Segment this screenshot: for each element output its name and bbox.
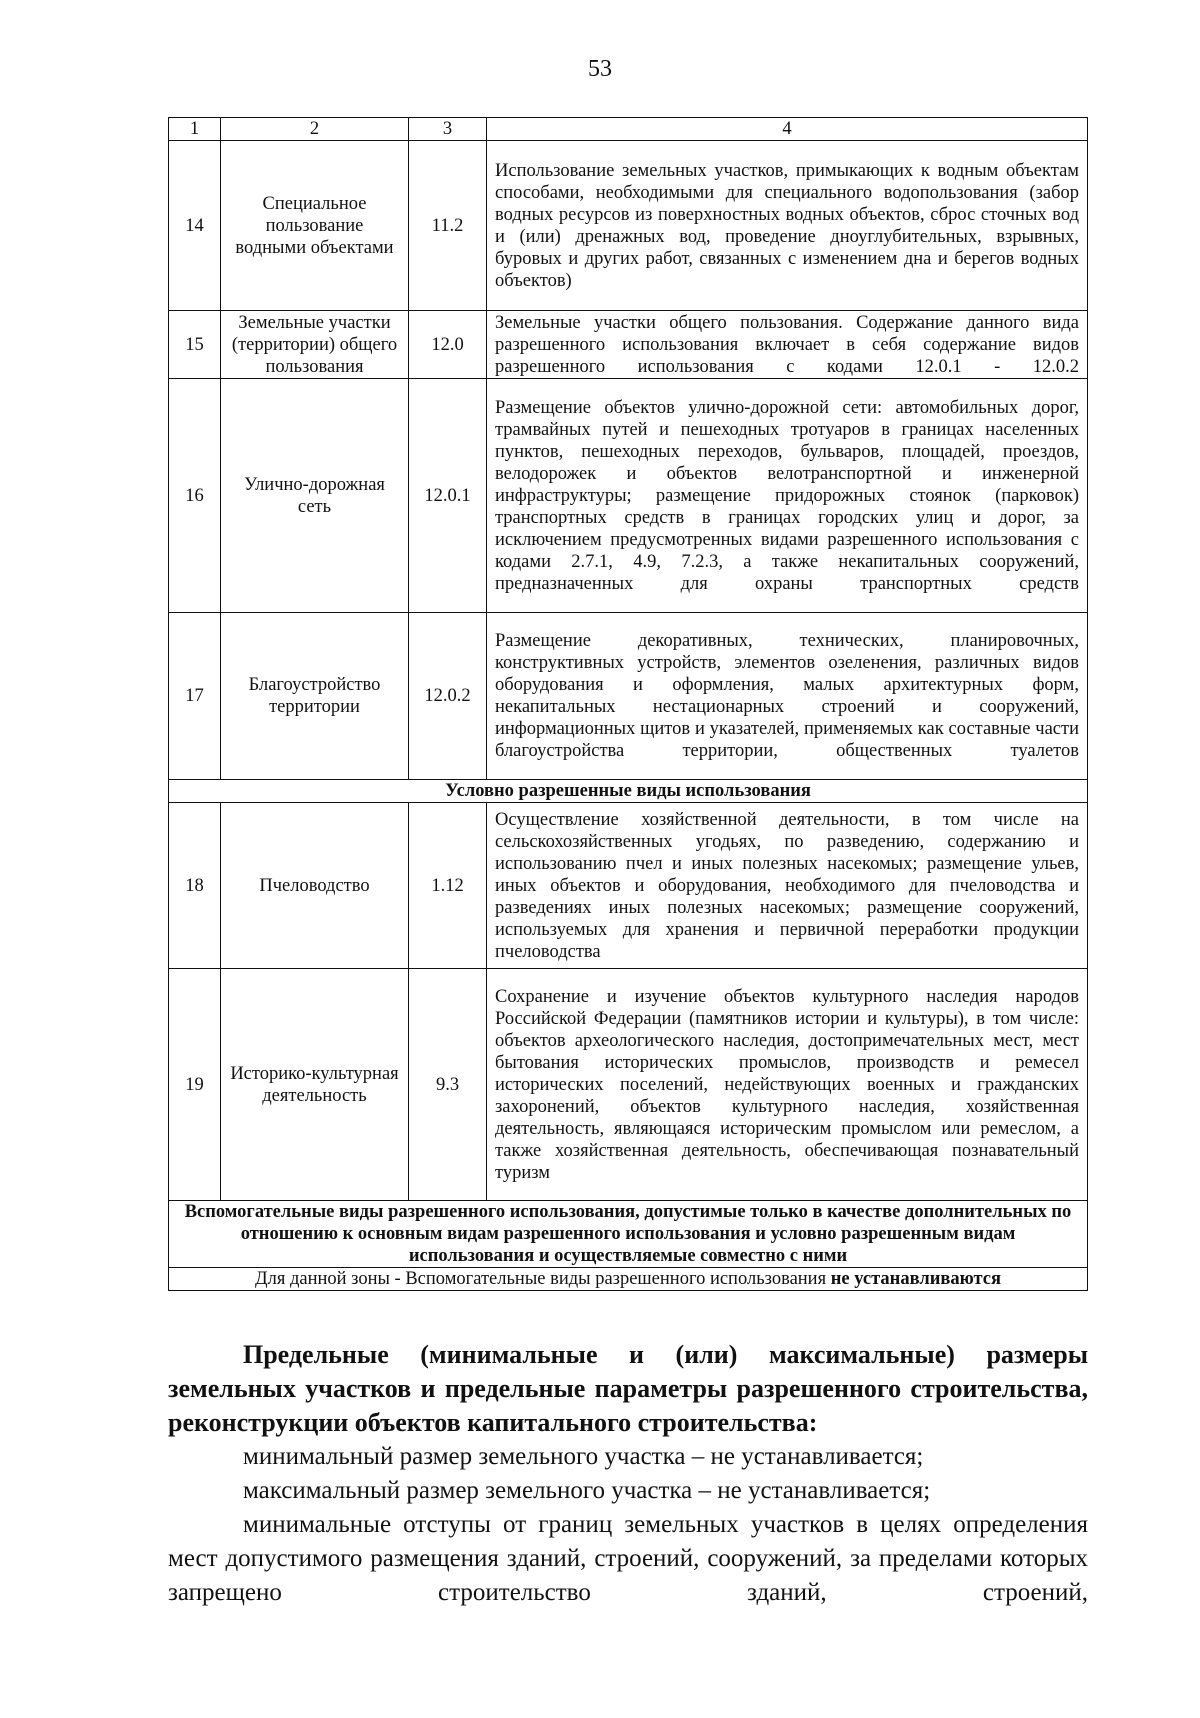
parameters-heading: Предельные (минимальные и (или) максимальные) размеры земельных участков и предельные параметры разрешенного строительства, реконструкции объектов капитального строительства:	[168, 1340, 1088, 1437]
use-code: 12.0.1	[409, 379, 487, 613]
use-name: Улично-дорожная сеть	[221, 379, 409, 613]
header-cell: 1	[169, 118, 221, 141]
paragraph: минимальные отступы от границ земельных участков в целях определения мест допустимого размещения зданий, строений, сооружений, за пределами которых запрещено строительство зданий, строений,	[168, 1511, 1088, 1606]
use-code: 11.2	[409, 141, 487, 311]
section-row	[169, 1201, 1088, 1268]
use-code: 1.12	[409, 803, 487, 969]
use-description: Осуществление хозяйственной деятельности, в том числе на сельскохозяйственных угодьях, по разведению, содержанию и использованию пчел и иных полезных насекомых; размещение ульев, иных объектов и оборудования, необходимого для пчеловодства и разведениях иных полезных насекомых; размещение сооружений, используемых для хранения и первичной переработки продукции пчеловодства	[487, 803, 1088, 969]
use-code: 12.0.2	[409, 613, 487, 780]
row-number: 17	[169, 613, 221, 780]
auxiliary-note	[169, 1268, 1088, 1291]
table-row	[169, 969, 1088, 1201]
auxiliary-section-title: Вспомогательные виды разрешенного использования, допустимые только в качестве дополнительных по отношению к основным видам разрешенного использования и условно разрешенным видам использования и осуществляемые совместно с ними	[169, 1201, 1088, 1268]
use-code: 12.0	[409, 311, 487, 379]
row-number: 19	[169, 969, 221, 1201]
table-header-row	[169, 118, 1088, 141]
row-number: 16	[169, 379, 221, 613]
use-name: Специальное пользование водными объектами	[221, 141, 409, 311]
use-description: Сохранение и изучение объектов культурного наследия народов Российской Федерации (памятников истории и культуры), в том числе: объектов археологического наследия, достопримечательных мест, мест бытования исторических промыслов, производств и ремесел исторических поселений, недействующих военных и гражданских захоронений, объектов культурного наследия, хозяйственная деятельность, являющаяся историческим промыслом или ремеслом, а также хозяйственная деятельность, обеспечивающая познавательный туризм	[487, 969, 1088, 1201]
parameters-text	[168, 1338, 1088, 1610]
use-name: Пчеловодство	[221, 803, 409, 969]
use-code: 9.3	[409, 969, 487, 1201]
use-name: Земельные участки (территории) общего пользования	[221, 311, 409, 379]
use-description: Размещение декоративных, технических, планировочных, конструктивных устройств, элементов озеленения, различных видов оборудования и оформления, малых архитектурных форм, некапитальных нестационарных строений и сооружений, информационных щитов и указателей, применяемых как составные части благоустройства территории, общественных туалетов	[487, 613, 1088, 780]
header-cell: 3	[409, 118, 487, 141]
auxiliary-note-bold: не устанавливаются	[830, 1269, 1002, 1289]
auxiliary-note-text: Для данной зоны - Вспомогательные виды разрешенного использования	[254, 1269, 831, 1289]
conditional-section-title: Условно разрешенные виды использования	[169, 780, 1088, 803]
header-cell: 4	[487, 118, 1088, 141]
table-row	[169, 379, 1088, 613]
header-cell: 2	[221, 118, 409, 141]
use-description: Использование земельных участков, примыкающих к водным объектам способами, необходимыми для специального водопользования (забор водных ресурсов из поверхностных водных объектов, сброс сточных вод и (или) дренажных вод, проведение дноуглубительных, взрывных, буровых и других работ, связанных с изменением дна и берегов водных объектов)	[487, 141, 1088, 311]
use-name: Историко-культурная деятельность	[221, 969, 409, 1201]
table-row	[169, 311, 1088, 379]
section-row	[169, 780, 1088, 803]
paragraph: максимальный размер земельного участка – не устанавливается;	[243, 1477, 931, 1504]
page-number: 53	[588, 56, 612, 82]
use-name: Благоустройство территории	[221, 613, 409, 780]
row-number: 18	[169, 803, 221, 969]
use-description: Земельные участки общего пользования. Содержание данного вида разрешенного использования включает в себя содержание видов разрешенного использования с кодами 12.0.1 - 12.0.2	[487, 311, 1088, 379]
table-row	[169, 141, 1088, 311]
auxiliary-note-row	[169, 1268, 1088, 1291]
row-number: 14	[169, 141, 221, 311]
use-description: Размещение объектов улично-дорожной сети: автомобильных дорог, трамвайных путей и пешеходных тротуаров в границах населенных пунктов, пешеходных переходов, бульваров, площадей, проездов, велодорожек и объектов велотранспортной и инженерной инфраструктуры; размещение придорожных стоянок (парковок) транспортных средств в границах городских улиц и дорог, за исключением предусмотренных видами разрешенного использования с кодами 2.7.1, 4.9, 7.2.3, а также некапитальных сооружений, предназначенных для охраны транспортных средств	[487, 379, 1088, 613]
table-row	[169, 803, 1088, 969]
table-row	[169, 613, 1088, 780]
row-number: 15	[169, 311, 221, 379]
paragraph: минимальный размер земельного участка – не устанавливается;	[243, 1443, 924, 1470]
land-use-table	[168, 117, 1088, 1291]
